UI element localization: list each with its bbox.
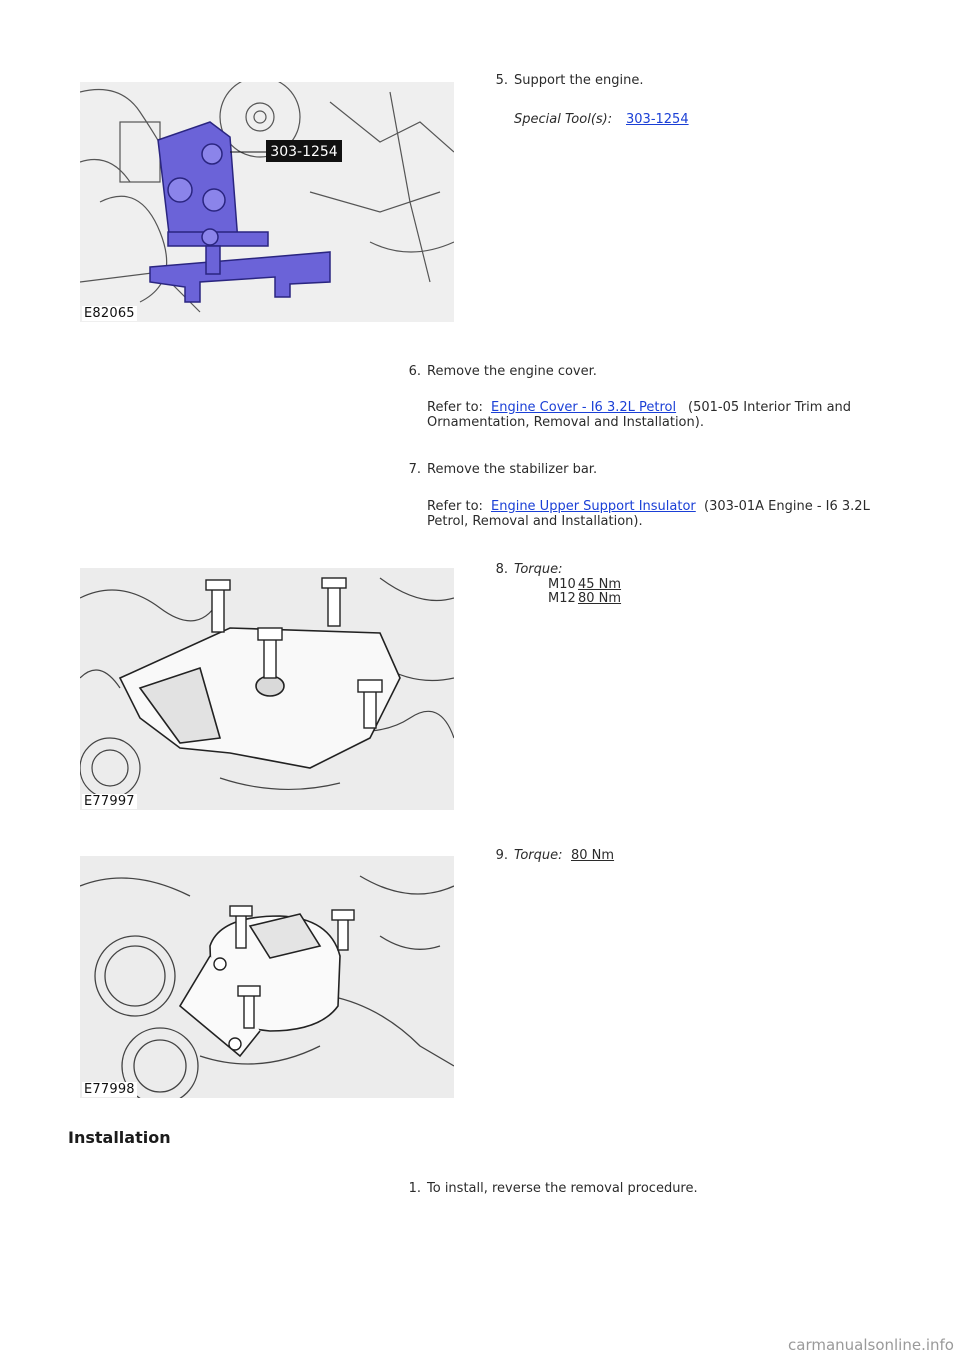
reference-suffix: (303-01A Engine - I6 3.2L: [704, 499, 870, 514]
tool-callout-label: 303-1254: [270, 144, 338, 160]
reference-suffix: Petrol, Removal and Installation).: [427, 514, 643, 529]
section-heading-installation: Installation: [68, 1128, 171, 1147]
torque-label: Torque:: [514, 848, 563, 863]
step-text: To install, reverse the removal procedure.: [427, 1181, 698, 1196]
torque-label: Torque:: [514, 562, 563, 577]
step-number: 7.: [408, 462, 421, 477]
engine-mount-insulator-illustration: [80, 856, 454, 1098]
figure-engine-mount-bracket: [80, 568, 454, 810]
refer-to-label: Refer to:: [427, 499, 483, 514]
figure-engine-support-tool: [80, 82, 454, 322]
figure-id: E77997: [84, 794, 135, 809]
refer-to-label: Refer to:: [427, 400, 483, 415]
step-text: Remove the stabilizer bar.: [427, 462, 598, 477]
bolt-size: M10: [548, 577, 576, 592]
step-number: 5.: [495, 73, 508, 88]
special-tool-label: Special Tool(s):: [514, 112, 613, 127]
step-number: 1.: [408, 1181, 421, 1196]
step-text: Support the engine.: [514, 73, 644, 88]
special-tool-link[interactable]: 303-1254: [626, 112, 689, 127]
torque-value: 80 Nm: [578, 591, 622, 606]
step-number: 8.: [495, 562, 508, 577]
site-watermark: carmanualsonline.info: [788, 1336, 954, 1354]
figure-id: E77998: [84, 1082, 135, 1097]
torque-value: 80 Nm: [571, 848, 615, 863]
reference-suffix: (501-05 Interior Trim and: [688, 400, 852, 415]
step-number: 9.: [495, 848, 508, 863]
engine-upper-support-link[interactable]: Engine Upper Support Insulator: [491, 499, 696, 514]
step-number: 6.: [408, 364, 421, 379]
bolt-size: M12: [548, 591, 576, 606]
figure-engine-mount-insulator: [80, 856, 454, 1098]
engine-mount-bracket-illustration: [80, 568, 454, 810]
engine-cover-link[interactable]: Engine Cover - I6 3.2L Petrol: [491, 400, 677, 415]
reference-suffix: Ornamentation, Removal and Installation).: [427, 415, 704, 430]
step-text: Remove the engine cover.: [427, 364, 597, 379]
figure-id: E82065: [84, 306, 135, 321]
torque-value: 45 Nm: [578, 577, 622, 592]
engine-support-illustration: [80, 82, 454, 322]
